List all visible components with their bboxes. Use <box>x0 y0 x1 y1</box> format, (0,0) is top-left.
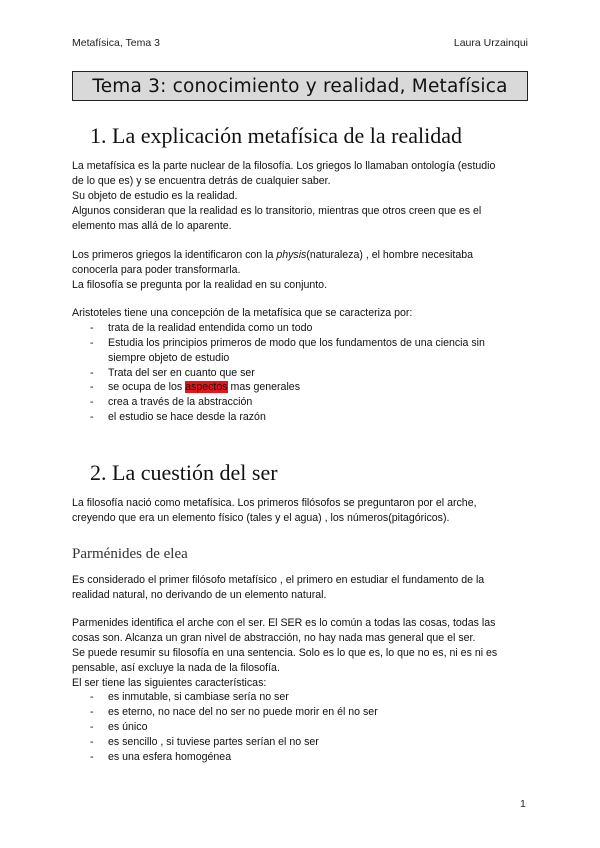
bullet-dash: - <box>90 381 94 393</box>
list-item-text: Estudia los principios primeros de modo que los fundamentos de una ciencia sin <box>108 337 485 349</box>
list-item-text-highlighted <box>108 380 300 395</box>
list-item <box>90 735 319 750</box>
list-item <box>90 336 485 351</box>
paragraph-line: Su objeto de estudio es la realidad. <box>72 190 238 202</box>
paragraph-line: cosas son. Alcanza un gran nivel de abstracción, no hay nada mas general que el ser. <box>72 632 476 644</box>
bullet-dash: - <box>90 396 94 408</box>
paragraph-line: pensable, así excluye la nada de la filosofía. <box>72 662 280 674</box>
paragraph-line: Se puede resumir su filosofía en una sentencia. Solo es lo que es, lo que no es, ni es ni es <box>72 647 498 659</box>
running-header-right: Laura Urzainqui <box>453 37 528 49</box>
highlighted-word: aspectos <box>185 381 228 393</box>
bullet-dash: - <box>90 411 94 423</box>
physis-line <box>72 248 473 263</box>
bullet-dash: - <box>90 706 94 718</box>
paragraph-line: Es considerado el primer filósofo metafísico , el primero en estudiar el fundamento de la <box>72 574 485 586</box>
aristoteles-intro: Aristoteles tiene una concepción de la metafísica que se caracteriza por: <box>72 307 413 319</box>
bullet-dash: - <box>90 691 94 703</box>
bullet-dash: - <box>90 751 94 763</box>
list-item-text: Trata del ser en cuanto que ser <box>108 367 255 379</box>
list-item <box>90 690 289 705</box>
section-1-heading: 1. La explicación metafísica de la realidad <box>90 123 462 148</box>
bullet-dash: - <box>90 367 94 379</box>
page-number: 1 <box>520 798 526 810</box>
paragraph-line: conocerla para poder transformarla. <box>72 264 241 276</box>
paragraph-line: La filosofía se pregunta por la realidad en su conjunto. <box>72 279 328 291</box>
paragraph-line: creyendo que era un elemento físico (tales y el agua) , los números(pitagóricos). <box>72 512 450 524</box>
paragraph-line: realidad natural, no derivando de un elemento natural. <box>72 589 327 601</box>
paragraph-line: Parmenides identifica el arche con el ser. El SER es lo común a todas las cosas, todas las <box>72 617 496 629</box>
list-item-text: es sencillo , si tuviese partes serían el no ser <box>108 736 319 748</box>
list-item <box>90 366 255 381</box>
paragraph-line: Algunos consideran que la realidad es lo transitorio, mientras que otros creen que es el <box>72 205 482 217</box>
list-item-text: siempre objeto de estudio <box>108 352 230 364</box>
list-item-text: es eterno, no nace del no ser no puede morir en él no ser <box>108 706 378 718</box>
title-box <box>72 71 528 101</box>
highlight-post: mas generales <box>227 381 300 393</box>
list-item-text: trata de la realidad entendida como un todo <box>108 322 313 334</box>
paragraph-line: La metafísica es la parte nuclear de la filosofía. Los griegos lo llamaban ontología (estudio <box>72 160 496 172</box>
list-item <box>90 750 232 765</box>
parmenides-heading: Parménides de elea <box>72 546 188 562</box>
list-item <box>90 705 378 720</box>
section-2-heading: 2. La cuestión del ser <box>90 460 278 485</box>
list-item <box>90 380 300 395</box>
paragraph-line: de lo que es) y se encuentra detrás de cualquier saber. <box>72 175 331 187</box>
bullet-dash: - <box>90 322 94 334</box>
document-title: Tema 3: conocimiento y realidad, Metafísica <box>92 75 508 97</box>
physis-word: physis <box>276 249 307 261</box>
bullet-dash: - <box>90 736 94 748</box>
bullet-dash: - <box>90 337 94 349</box>
list-item <box>90 395 253 410</box>
list-item <box>90 321 313 336</box>
list-item-text: es inmutable, si cambiase sería no ser <box>108 691 289 703</box>
paragraph-line: La filosofía nació como metafísica. Los primeros filósofos se preguntaron por el arche, <box>72 497 477 509</box>
physis-pre: Los primeros griegos la identificaron con la <box>72 249 277 261</box>
list-item-text: es una esfera homogénea <box>108 751 232 763</box>
running-header-left: Metafísica, Tema 3 <box>72 37 160 49</box>
bullet-dash: - <box>90 721 94 733</box>
paragraph-line: elemento mas allá de lo aparente. <box>72 220 232 232</box>
paragraph-line: El ser tiene las siguientes características: <box>72 677 267 689</box>
list-item <box>90 410 266 425</box>
list-item-text: es único <box>108 721 148 733</box>
list-item <box>90 720 148 735</box>
list-item-text: el estudio se hace desde la razón <box>108 411 266 423</box>
list-item-text: crea a través de la abstracción <box>108 396 253 408</box>
highlight-pre: se ocupa de los <box>108 381 186 393</box>
physis-post: (naturaleza) , el hombre necesitaba <box>306 249 474 261</box>
